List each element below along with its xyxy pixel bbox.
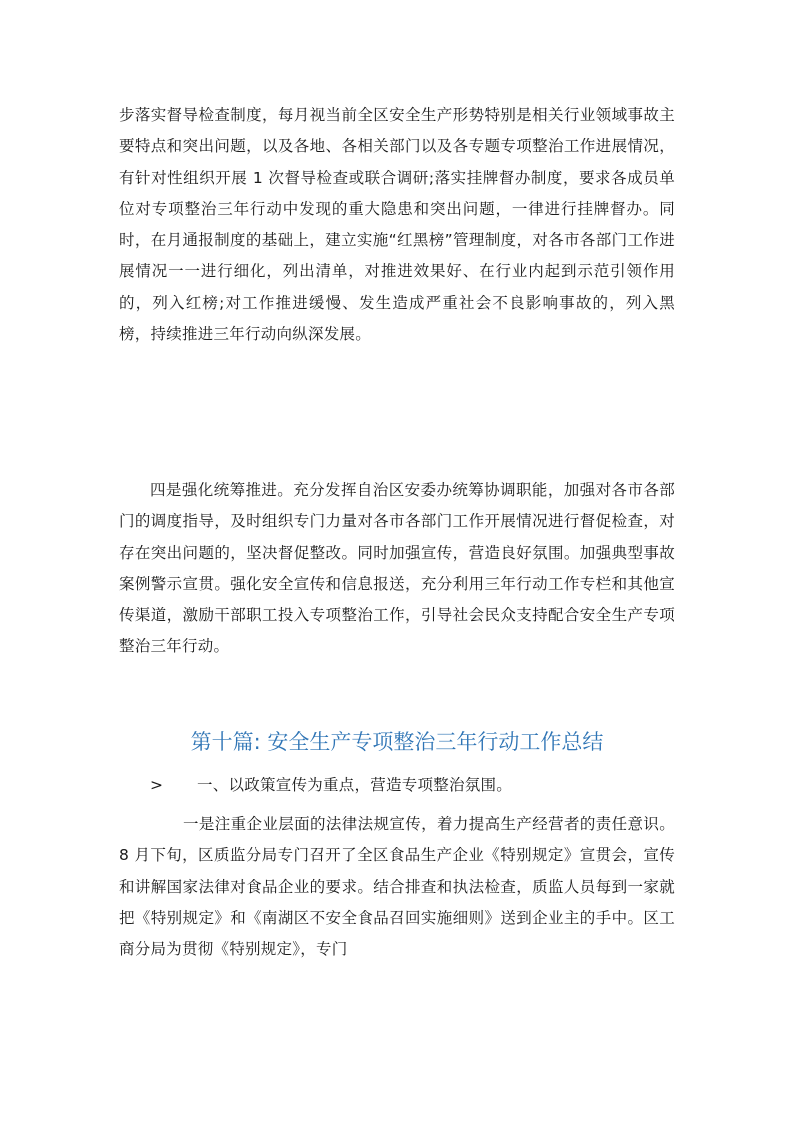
body-paragraph-publicity: 一是注重企业层面的法律法规宣传，着力提高生产经营者的责任意识。8 月下旬，区质监分局专门召开了全区食品生产企业《特别规定》宣贯会，宣传和讲解国家法律对食品企业的要求。结合排查和执法检查，质监人员每到一家就把《特别规定》和《南湖区不安全食品召回实施细则》送到企业主的手中。区工商分局为贯彻《特别规定》，专门: [119, 815, 675, 959]
body-paragraph-supervision: 步落实督导检查制度，每月视当前全区安全生产形势特别是相关行业领域事故主要特点和突出问题，以及各地、各相关部门以及各专题专项整治工作进展情况，有针对性组织开展 1 次督导检查或联合调研;落实挂牌督办制度，要求各成员单位对专项整治三年行动中发现的重大隐患和突出问题，一律进行挂牌督办。同时，在月通报制度的基础上，建立实施“红黑榜”管理制度，对各市各部门工作进展情况一一进行细化，列出清单，对推进效果好、在行业内起到示范引领作用的，列入红榜;对工作推进缓慢、发生造成严重社会不良影响事故的，列入黑榜，持续推进三年行动向纵深发展。: [119, 106, 675, 344]
section-subtitle-line: [0, 770, 794, 800]
bullet-marker: >: [150, 776, 163, 794]
section-heading: 第十篇: 安全生产专项整治三年行动工作总结: [190, 730, 604, 754]
body-paragraph-coordination: 四是强化统筹推进。充分发挥自治区安委办统筹协调职能，加强对各市各部门的调度指导，及时组织专门力量对各市各部门工作开展情况进行督促检查，对存在突出问题的，坚决督促整改。同时加强宣传，营造良好氛围。加强典型事故案例警示宣贯。强化安全宣传和信息报送，充分利用三年行动工作专栏和其他宣传渠道，激励干部职工投入专项整治工作，引导社会民众支持配合安全生产专项整治三年行动。: [119, 481, 675, 656]
section-subtitle: 一、以政策宣传为重点，营造专项整治氛围。: [197, 776, 513, 794]
